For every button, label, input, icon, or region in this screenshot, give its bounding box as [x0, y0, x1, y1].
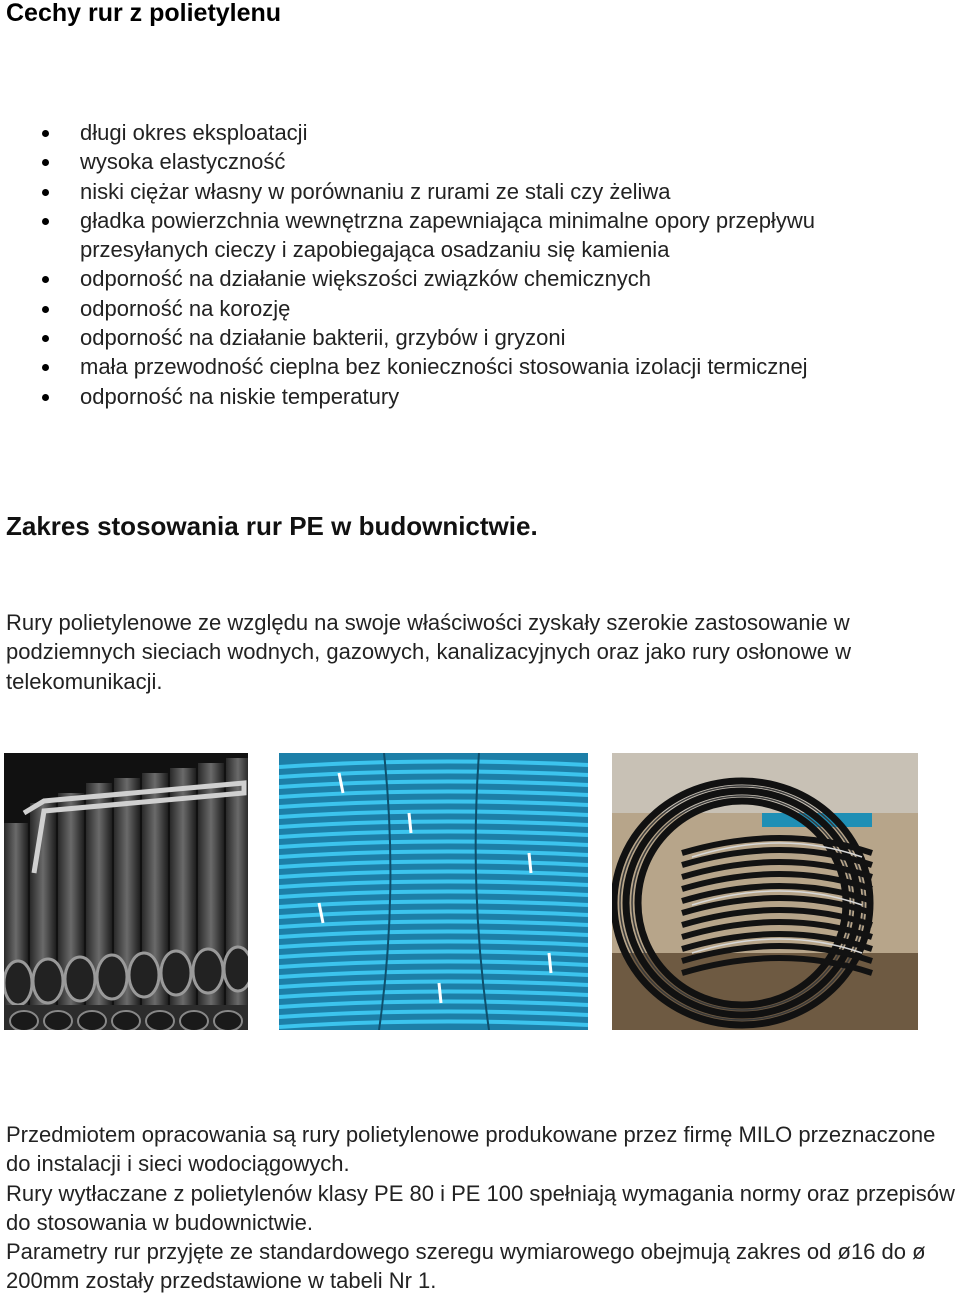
bullet-icon [42, 364, 49, 371]
bullet-icon [42, 335, 49, 342]
closing-line-1: Przedmiotem opracowania są rury polietylenowe produkowane przez firmę MILO przeznaczone do instalacji i sieci wodociągowych. [6, 1122, 936, 1177]
intro-paragraph: Rury polietylenowe ze względu na swoje właściwości zyskały szerokie zastosowanie w podziemnych sieciach wodnych, gazowych, kanalizacyjnych oraz jako rury osłonowe w telekomunikacji. [6, 610, 851, 694]
list-item-text: niski ciężar własny w porównaniu z rurami ze stali czy żeliwa [80, 178, 671, 204]
list-item-text: długi okres eksploatacji [80, 120, 308, 145]
bullet-icon [42, 159, 49, 166]
list-item-text: odporność na działanie większości związków chemicznych [80, 266, 652, 292]
closing-line-3: Parametry rur przyjęte ze standardowego szeregu wymiarowego obejmują zakres od ø16 do ø 200mm zostały przedstawione w tabeli Nr 1. [6, 1239, 926, 1294]
bullet-icon [42, 218, 49, 225]
list-item [38, 147, 948, 176]
bullet-icon [42, 276, 49, 283]
black-pipe-coils-photo [612, 753, 918, 1030]
list-item-text: odporność na korozję [80, 295, 291, 321]
black-pipe-stack-photo [4, 753, 248, 1030]
list-item [38, 352, 948, 381]
bullet-icon [42, 130, 49, 137]
list-item [38, 294, 948, 323]
list-item-text: odporność na działanie bakterii, grzybów i gryzoni [80, 325, 566, 351]
feature-list [38, 118, 948, 411]
section-heading: Zakres stosowania rur PE w budownictwie. [6, 511, 538, 541]
list-item [38, 206, 948, 265]
page-title: Cechy rur z polietylenu [6, 0, 282, 27]
list-item [38, 264, 948, 293]
closing-line-2: Rury wytłaczane z polietylenów klasy PE 80 i PE 100 spełniają wymagania normy oraz przepisów do stosowania w budownictwie. [6, 1180, 955, 1235]
list-item [38, 382, 948, 411]
bullet-icon [42, 189, 49, 196]
bullet-icon [42, 394, 49, 401]
list-item [38, 118, 948, 147]
list-item [38, 177, 948, 206]
closing-paragraph [6, 1120, 958, 1296]
list-item-text: mała przewodność cieplna bez konieczności stosowania izolacji termicznej [80, 354, 808, 380]
list-item-text: gładka powierzchnia wewnętrzna zapewniająca minimalne opory przepływu przesyłanych cieczy i zapobiegająca osadzaniu się kamienia [80, 207, 815, 263]
list-item [38, 323, 948, 352]
blue-pipe-coils-photo [279, 753, 588, 1030]
bullet-icon [42, 306, 49, 313]
list-item-text: odporność na niskie temperatury [80, 383, 400, 409]
list-item-text: wysoka elastyczność [80, 149, 286, 175]
